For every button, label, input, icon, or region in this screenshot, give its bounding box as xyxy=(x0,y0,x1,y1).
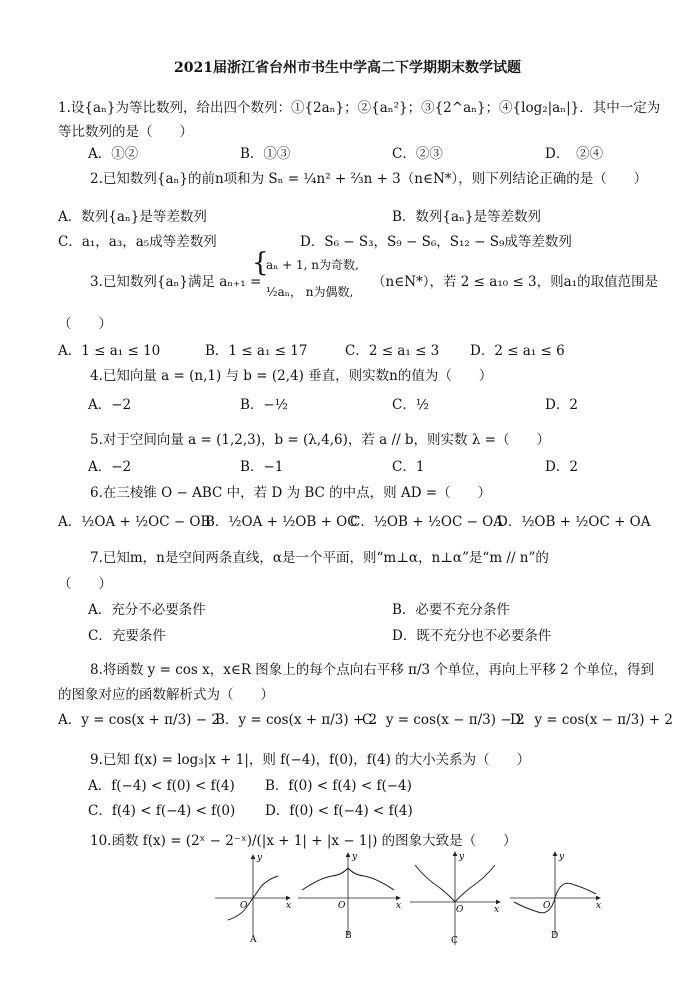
graph-d-y-label: y xyxy=(559,852,565,862)
q8-stem: 8.将函数 y = cos x，x∈R 图象上的每个点向右平移 π/3 个单位，再向上平移 2 个单位，得到 xyxy=(90,662,655,678)
q3-option-d: D．2 ≤ a₁ ≤ 6 xyxy=(470,343,565,359)
q9-option-d: D．f(0) < f(−4) < f(4) xyxy=(265,803,413,819)
graph-b-label: B xyxy=(345,931,352,941)
q9-stem: 9.已知 f(x) = log₃|x + 1|，则 f(−4)，f(0)，f(4) 的大小关系为（ ） xyxy=(90,752,531,768)
q5-option-d: D．2 xyxy=(545,459,578,475)
graph-b-x-label: x xyxy=(396,901,402,911)
q7-option-b: B．必要不充分条件 xyxy=(392,602,510,618)
graph-c-y-label: y xyxy=(459,852,465,862)
q2-option-b: B．数列{aₙ}是等差数列 xyxy=(392,209,541,225)
q6-option-b: B．½OA + ½OB + OC xyxy=(205,514,358,530)
q3-case-odd: aₙ + 1, n为奇数, xyxy=(266,258,359,272)
graph-a-x-label: x xyxy=(286,901,292,911)
q7-option-d: D．既不充分也不必要条件 xyxy=(392,628,552,644)
q1-option-a: A．①② xyxy=(88,146,139,162)
graph-d-origin: O xyxy=(543,901,551,911)
q3-option-a: A．1 ≤ a₁ ≤ 10 xyxy=(58,343,161,359)
q3-paren: （ ） xyxy=(58,316,112,332)
q9-option-a: A．f(−4) < f(0) < f(4) xyxy=(88,778,235,794)
graph-a-y-label: y xyxy=(257,853,263,863)
q4-option-d: D．2 xyxy=(545,397,578,413)
graph-d xyxy=(510,852,601,941)
q1-option-c: C．②③ xyxy=(392,146,443,162)
q3-option-c: C．2 ≤ a₁ ≤ 3 xyxy=(345,343,440,359)
q6-option-d: D．½OB + ½OC + OA xyxy=(497,514,651,530)
q3-stem-tail: （n∈N*），若 2 ≤ a₁₀ ≤ 3，则a₁的取值范围是 xyxy=(372,274,659,290)
q1-option-d: D． ②④ xyxy=(545,146,604,162)
graph-c-x-label: x xyxy=(494,905,500,915)
q5-stem: 5.对于空间向量 a = (1,2,3)，b = (λ,4,6)，若 a // b，则实数 λ =（ ） xyxy=(90,432,550,448)
graph-d-label: D xyxy=(551,931,559,941)
q1-option-b: B．①③ xyxy=(240,146,291,162)
q7-option-a: A．充分不必要条件 xyxy=(88,602,206,618)
q5-option-a: A．−2 xyxy=(88,459,132,475)
graph-c xyxy=(410,852,500,946)
q3-option-b: B．1 ≤ a₁ ≤ 17 xyxy=(205,343,308,359)
q1-stem-cont: 等比数列的是（ ） xyxy=(58,124,193,140)
graph-b xyxy=(298,852,401,941)
q7-stem: 7.已知m，n是空间两条直线，α是一个平面，则“m⊥α，n⊥α”是“m // n”的 xyxy=(90,550,549,566)
graph-d-x-label: x xyxy=(596,901,602,911)
q3-case-even: ½aₙ， n为偶数, xyxy=(266,285,354,299)
q6-option-c: C．½OB + ½OC − OA xyxy=(350,514,503,530)
graph-a xyxy=(215,853,291,945)
q5-option-b: B．−1 xyxy=(240,459,284,475)
q4-option-a: A．−2 xyxy=(88,397,132,413)
page-title: 2021届浙江省台州市书生中学高二下学期期末数学试题 xyxy=(174,60,521,76)
q3-brace: { xyxy=(252,248,269,278)
q2-option-d: D．S₆ − S₃，S₉ − S₆，S₁₂ − S₉成等差数列 xyxy=(300,234,572,250)
q9-option-c: C．f(4) < f(−4) < f(0) xyxy=(88,803,236,819)
graph-a-origin: O xyxy=(240,901,248,911)
q4-option-c: C．½ xyxy=(392,397,429,413)
q8-option-d: D．y = cos(x − π/3) + 2 xyxy=(510,712,673,728)
q10-graphs xyxy=(0,850,695,970)
q4-stem: 4.已知向量 a = (n,1) 与 b = (2,4) 垂直，则实数n的值为（ ） xyxy=(90,368,493,384)
q2-option-c: C．a₁，a₃，a₅成等差数列 xyxy=(58,234,217,250)
q6-stem: 6.在三棱锥 O − ABC 中，若 D 为 BC 的中点，则 AD =（ ） xyxy=(90,485,492,501)
q6-option-a: A．½OA + ½OC − OB xyxy=(58,514,211,530)
q2-stem: 2.已知数列{aₙ}的前n项和为 Sₙ = ¼n² + ⅔n + 3（n∈N*），则下列结论正确的是（ ） xyxy=(90,171,648,187)
q7-paren: （ ） xyxy=(58,576,112,592)
graph-a-label: A xyxy=(250,935,257,945)
q1-stem: 1.设{aₙ}为等比数列，给出四个数列：①{2aₙ}；②{aₙ²}；③{2^aₙ}；④{log₂|aₙ|}．其中一定为 xyxy=(58,100,661,116)
graph-b-origin: O xyxy=(338,901,346,911)
q9-option-b: B．f(0) < f(4) < f(−4) xyxy=(265,778,412,794)
q8-option-b: B．y = cos(x + π/3) + 2 xyxy=(215,712,378,728)
q8-option-c: C．y = cos(x − π/3) − 2 xyxy=(362,712,525,728)
q3-stem-head: 3.已知数列{aₙ}满足 aₙ₊₁ = xyxy=(90,274,262,290)
q4-option-b: B．−½ xyxy=(240,397,288,413)
graph-c-label: C xyxy=(451,936,458,946)
q10-stem: 10.函数 f(x) = (2ˣ − 2⁻ˣ)/(|x + 1| + |x − 1|) 的图象大致是（ ） xyxy=(90,833,517,849)
graph-b-y-label: y xyxy=(352,852,358,862)
q5-option-c: C．1 xyxy=(392,459,425,475)
q7-option-c: C．充要条件 xyxy=(88,628,166,644)
q2-option-a: A．数列{aₙ}是等差数列 xyxy=(58,209,207,225)
q8-stem-cont: 的图象对应的函数解析式为（ ） xyxy=(58,687,274,703)
graph-c-origin: O xyxy=(456,905,464,915)
q8-option-a: A．y = cos(x + π/3) − 2 xyxy=(58,712,220,728)
